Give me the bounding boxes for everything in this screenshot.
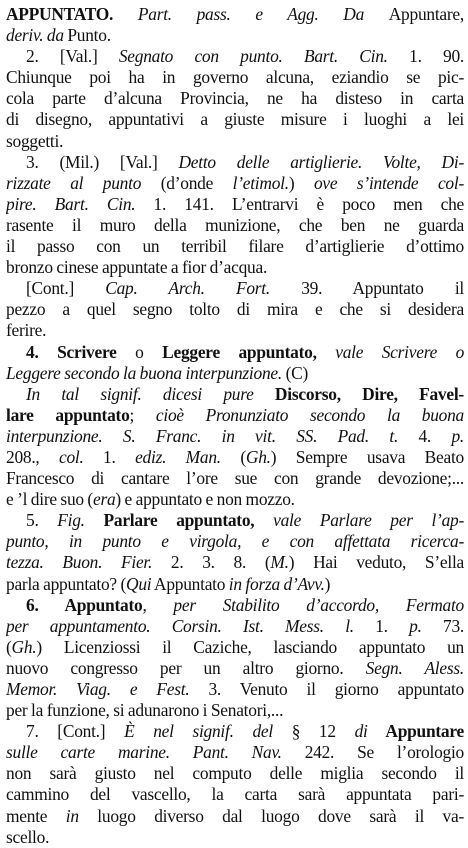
body-text: mente: [6, 805, 66, 826]
italic-text: col.: [59, 446, 84, 467]
body-text: 208.,: [6, 446, 59, 467]
body-text: soggetti.: [6, 130, 64, 151]
body-text: 2. 3. 8. (: [152, 552, 271, 573]
italic-text: Fig.: [57, 510, 85, 531]
text-line: [6, 88, 464, 109]
body-text: ferire.: [6, 320, 47, 341]
text-line: [6, 531, 464, 552]
text-line: [6, 342, 464, 363]
text-line: [6, 658, 464, 679]
italic-text: ediz. Man.: [135, 446, 221, 467]
body-text: 4.: [398, 425, 452, 446]
text-line: [6, 194, 464, 215]
body-text: ,: [142, 594, 174, 615]
body-text: o: [116, 341, 163, 362]
body-text: luogo diverso dal luogo dove sarà il va-: [78, 805, 464, 826]
text-line: [6, 468, 464, 489]
text-line: [6, 742, 464, 763]
italic-text: pire. Bart. Cin.: [6, 193, 136, 214]
text-line: [6, 109, 464, 130]
italic-text: Memor. Viag. e Fest.: [6, 679, 190, 699]
headword-text: APPUNTATO.: [6, 4, 114, 24]
text-line: [6, 595, 464, 616]
italic-text: p.: [451, 425, 464, 446]
italic-text: Segn. Aless.: [365, 657, 464, 678]
text-line: [6, 447, 464, 468]
body-text: di disegno, appuntativi a giuste misure i luoghi a lei: [6, 109, 464, 130]
text-line: [6, 173, 464, 194]
body-text: 39. Appuntato il: [269, 278, 464, 299]
text-line: [6, 510, 464, 531]
text-line: [6, 236, 464, 257]
body-text: 1.: [83, 446, 136, 467]
body-text: 2. [Val.]: [26, 46, 119, 67]
text-line: [6, 278, 464, 299]
body-text: 1. 141. L’entrarvi è poco men che: [135, 193, 464, 214]
body-text: cola parte d’alcuna Provincia, ne ha disteso in carta: [6, 88, 464, 109]
text-line: [6, 320, 464, 341]
body-text: 5.: [26, 510, 58, 531]
body-text: bronzo cinese appuntate a fior d’acqua.: [6, 257, 268, 278]
italic-text: deriv. da: [6, 25, 68, 46]
body-text: 1. 90.: [387, 46, 464, 67]
italic-text: Part. pass. e Agg. Da: [113, 4, 389, 24]
headword-text: Appuntare: [367, 721, 464, 742]
body-text: cammino del vascello, la carta sarà appuntata pari-: [6, 784, 464, 805]
text-line: [6, 574, 464, 595]
italic-text: cioè Pronunziato secondo la buona: [155, 404, 464, 425]
body-text: (C): [281, 362, 308, 383]
italic-text: per Stabilito d’accordo, Fermato: [173, 594, 464, 615]
body-text: ) Sempre usava Beato: [270, 446, 464, 467]
body-text: Francesco di cantare l’ore sue con grande devozione;...: [6, 468, 464, 489]
body-text: 3. (Mil.) [Val.]: [26, 151, 179, 172]
text-line: [6, 299, 464, 320]
italic-text: di: [354, 721, 368, 742]
body-text: parla appuntato? (: [6, 573, 127, 594]
text-line: [6, 806, 464, 827]
body-text: 73.: [421, 615, 464, 636]
italic-text: In tal signif. dicesi pure: [26, 383, 254, 404]
body-text: 1.: [353, 615, 410, 636]
italic-text: in forza d’Avv.: [228, 573, 325, 594]
body-text: Chiunque poi ha in governo alcuna, eziandio se pic-: [6, 67, 464, 88]
body-text: § 12: [272, 721, 355, 742]
body-text: scello.: [6, 826, 50, 847]
body-text: [Cont.]: [26, 278, 106, 299]
italic-text: vale Parlare per l’ap-: [254, 510, 464, 531]
text-line: [6, 679, 464, 700]
text-line: [6, 637, 464, 658]
body-text: (d’onde: [141, 172, 233, 193]
text-line: [6, 552, 464, 573]
text-line: [6, 25, 464, 46]
body-text: pezzo a quel segno tolto di mira e che si desidera: [6, 299, 464, 320]
body-text: ) e appuntato e non mozzo.: [115, 489, 295, 510]
italic-text: Segnato con punto. Bart. Cin.: [118, 46, 388, 67]
italic-text: tezza. Buon. Fier.: [6, 552, 153, 573]
italic-text: vale Scrivere o: [316, 341, 464, 362]
italic-text: p.: [409, 615, 422, 636]
italic-text: era: [92, 489, 116, 510]
italic-text: sulle carte marine. Pant. Nav.: [6, 742, 282, 763]
italic-text: Cap. Arch. Fort.: [105, 278, 270, 299]
body-text: rasente il muro della munizione, che ben ne guarda: [6, 214, 464, 235]
body-text: Appuntato: [151, 573, 229, 594]
text-line: [6, 784, 464, 805]
body-text: ;: [129, 404, 156, 425]
body-text: 242. Se l’orologio: [281, 742, 464, 763]
text-line: [6, 215, 464, 236]
body-text: il passo con un terribil filare d’artiglierie d’ottimo: [6, 236, 464, 257]
body-text: e ’l dire suo (: [6, 489, 93, 510]
text-line: [6, 384, 464, 405]
body-text: 7. [Cont.]: [26, 721, 125, 742]
text-line: [6, 763, 464, 784]
body-text: per la funzione, si adunarono i Senatori,...: [6, 700, 284, 721]
text-line: [6, 700, 464, 721]
italic-text: rizzate al punto: [6, 172, 142, 193]
text-line: [6, 4, 464, 25]
text-line: [6, 426, 464, 447]
text-line: [6, 405, 464, 426]
text-line: [6, 257, 464, 278]
italic-text: Leggere secondo la buona interpunzione.: [6, 362, 282, 383]
italic-text: per appuntamento. Corsin. Ist. Mess. l.: [6, 615, 354, 636]
italic-text: Detto delle artiglierie. Volte, Di-: [178, 151, 464, 172]
body-text: ): [324, 573, 331, 594]
headword-text: 4. Scrivere: [26, 341, 117, 362]
body-text: nuovo congresso per un altro giorno.: [6, 657, 366, 678]
body-text: Punto.: [67, 25, 111, 46]
text-line: [6, 46, 464, 67]
headword-text: lare appuntato: [6, 404, 130, 425]
headword-text: Discorso, Dire, Favel-: [253, 383, 464, 404]
body-text: (: [6, 636, 12, 657]
text-line: [6, 67, 464, 88]
headword-text: 6. Appuntato: [26, 594, 143, 615]
italic-text: Gh.: [11, 636, 37, 657]
body-text: non sarà giusto nel computo delle miglia secondo il: [6, 763, 464, 784]
body-text: Appuntare,: [388, 4, 464, 24]
headword-text: Leggere appuntato,: [162, 341, 317, 362]
text-line: [6, 489, 464, 510]
text-line: [6, 363, 464, 384]
text-line: [6, 721, 464, 742]
text-line: [6, 616, 464, 637]
italic-text: Qui: [126, 573, 152, 594]
italic-text: Gh.: [245, 446, 271, 467]
headword-text: Parlare appuntato,: [84, 510, 255, 531]
body-text: ): [288, 172, 314, 193]
italic-text: l’etimol.: [232, 172, 289, 193]
italic-text: in: [65, 805, 79, 826]
italic-text: È nel signif. del: [124, 721, 273, 742]
text-line: [6, 131, 464, 152]
text-line: [6, 827, 464, 848]
body-text: ) Licenziossi il Caziche, lasciando appuntato un: [36, 636, 464, 657]
body-text: (: [220, 446, 246, 467]
italic-text: M.: [270, 552, 289, 573]
italic-text: ove s’intende col-: [313, 172, 464, 193]
text-line: [6, 152, 464, 173]
body-text: 3. Venuto il giorno appuntato: [189, 679, 464, 699]
italic-text: interpunzione. S. Franc. in vit. SS. Pad. t.: [6, 425, 399, 446]
italic-text: punto, in punto e virgola, e con affettata ricerca-: [6, 531, 464, 552]
body-text: ) Hai veduto, S’ella: [288, 552, 464, 573]
